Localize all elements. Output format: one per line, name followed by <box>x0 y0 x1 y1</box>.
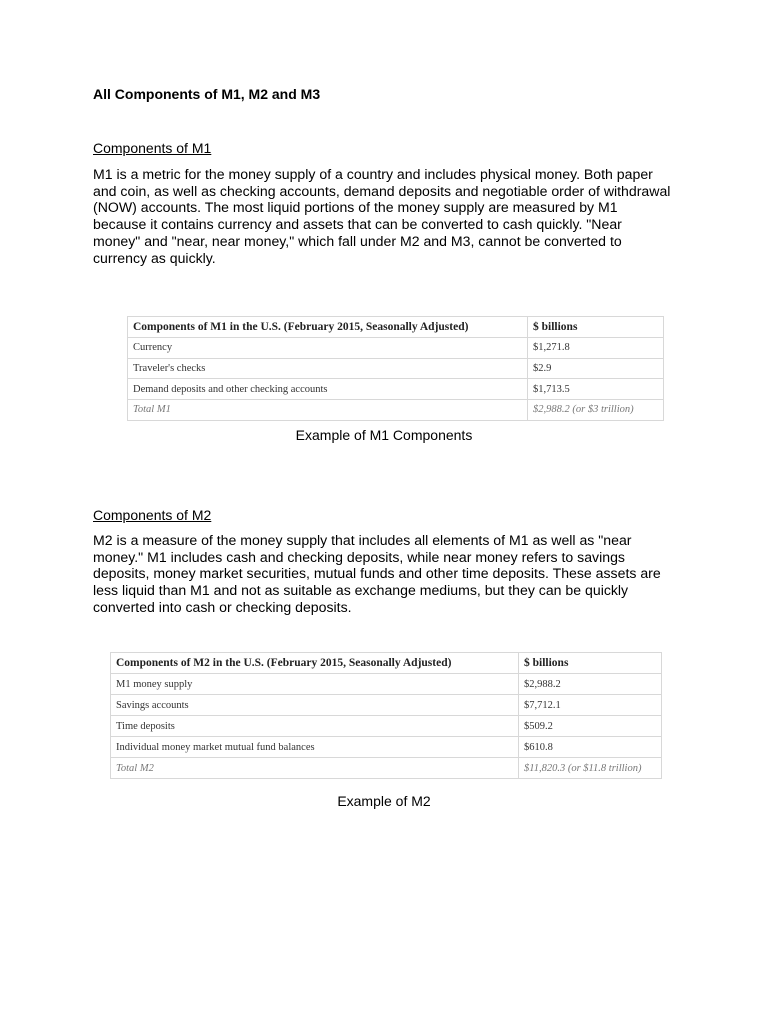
table-cell: $1,713.5 <box>528 379 664 400</box>
table-header-cell: $ billions <box>519 653 662 674</box>
table-row <box>111 695 662 716</box>
m2-figure-caption: Example of M2 <box>337 793 431 809</box>
m1-paragraph <box>93 166 683 266</box>
m2-section-heading: Components of M2 <box>93 507 212 523</box>
table-cell: Demand deposits and other checking accounts <box>128 379 528 400</box>
m1-section-heading: Components of M1 <box>93 140 212 156</box>
m1-components-table <box>127 316 664 421</box>
m2-paragraph-line: M2 is a measure of the money supply that includes all elements of M1 as well as "near <box>93 532 632 548</box>
table-cell: $2,988.2 <box>519 674 662 695</box>
table-cell: $509.2 <box>519 716 662 737</box>
m2-paragraph-line: converted into cash or checking deposits. <box>93 598 352 615</box>
table-cell: $11,820.3 (or $11.8 trillion) <box>519 758 662 779</box>
table-cell: Total M1 <box>128 400 528 421</box>
table-cell: Individual money market mutual fund balances <box>111 737 519 758</box>
table-row <box>128 358 664 379</box>
table-cell: $2,988.2 (or $3 trillion) <box>528 400 664 421</box>
m1-paragraph-line: and coin, as well as checking accounts, demand deposits and negotiable order of withdrawal <box>93 182 671 199</box>
table-row <box>111 737 662 758</box>
m1-paragraph-line: because it contains currency and assets that can be converted to cash quickly. "Near <box>93 216 622 233</box>
m1-paragraph-line: M1 is a metric for the money supply of a country and includes physical money. Both paper <box>93 166 653 182</box>
m2-components-table <box>110 652 662 779</box>
table-total-row <box>128 400 664 421</box>
m1-paragraph-line: currency as quickly. <box>93 249 216 266</box>
table-cell: M1 money supply <box>111 674 519 695</box>
m2-paragraph-line: less liquid than M1 and not as suitable as exchange mediums, but they can be quickly <box>93 582 629 599</box>
m1-figure-caption: Example of M1 Components <box>295 427 473 443</box>
table-cell: Total M2 <box>111 758 519 779</box>
m2-paragraph-line: deposits, money market securities, mutual funds and other time deposits. These assets are <box>93 565 661 582</box>
table-row <box>128 338 664 359</box>
table-cell: Traveler's checks <box>128 358 528 379</box>
table-header-cell: Components of M1 in the U.S. (February 2015, Seasonally Adjusted) <box>128 317 528 338</box>
table-cell: $1,271.8 <box>528 338 664 359</box>
page-title: All Components of M1, M2 and M3 <box>93 86 321 102</box>
table-total-row <box>111 758 662 779</box>
table-cell: Currency <box>128 338 528 359</box>
table-cell: $2.9 <box>528 358 664 379</box>
table-row <box>128 379 664 400</box>
table-header-row <box>111 653 662 674</box>
table-row <box>111 716 662 737</box>
table-row <box>111 674 662 695</box>
table-cell: Time deposits <box>111 716 519 737</box>
m1-paragraph-line: money" and "near, near money," which fall under M2 and M3, cannot be converted to <box>93 232 622 249</box>
table-cell: $7,712.1 <box>519 695 662 716</box>
m1-paragraph-line: (NOW) accounts. The most liquid portions of the money supply are measured by M1 <box>93 199 618 216</box>
table-header-row <box>128 317 664 338</box>
m2-paragraph <box>93 532 683 616</box>
table-header-cell: $ billions <box>528 317 664 338</box>
m2-paragraph-line: money." M1 includes cash and checking deposits, while near money refers to savings <box>93 548 625 565</box>
table-cell: $610.8 <box>519 737 662 758</box>
table-cell: Savings accounts <box>111 695 519 716</box>
table-header-cell: Components of M2 in the U.S. (February 2015, Seasonally Adjusted) <box>111 653 519 674</box>
